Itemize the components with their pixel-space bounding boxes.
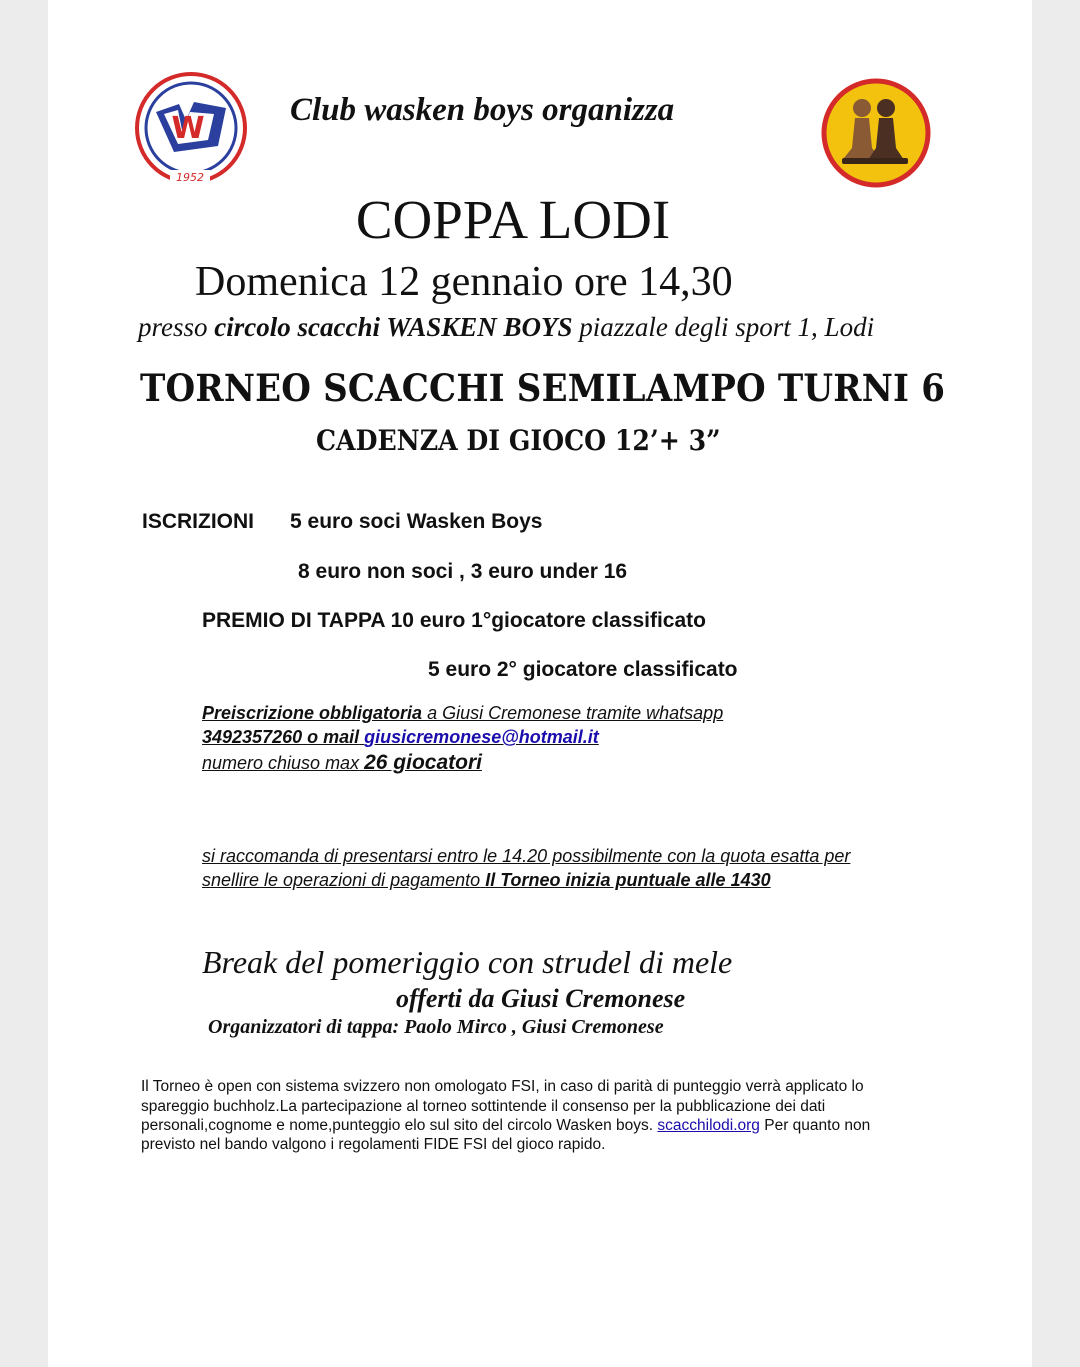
event-venue: presso circolo scacchi WASKEN BOYS piazzale degli sport 1, Lodi bbox=[138, 312, 875, 342]
footer-line-2: spareggio buchholz.La partecipazione al torneo sottintende il consenso per la pubblicazione dei dati bbox=[141, 1098, 826, 1115]
fees-label: ISCRIZIONI bbox=[142, 510, 255, 533]
footer-line-1: Il Torneo è open con sistema svizzero non omologato FSI, in caso di parità di punteggio verrà applicato lo bbox=[141, 1078, 864, 1095]
registration-line-2: 3492357260 o mail giusicremonese@hotmail.it bbox=[202, 727, 599, 747]
svg-text:W: W bbox=[171, 111, 205, 146]
email-link[interactable]: giusicremonese@hotmail.it bbox=[364, 727, 599, 747]
notice-line-2: snellire le operazioni di pagamento Il Torneo inizia puntuale alle 1430 bbox=[202, 870, 771, 890]
registration-line-3: numero chiuso max 26 giocatori bbox=[202, 751, 482, 774]
footer-line-3: personali,cognome e nome,punteggio elo sul sito del circolo Wasken boys. scacchilodi.org Per quanto non bbox=[141, 1117, 871, 1134]
notice-line-1: si raccomanda di presentarsi entro le 14.20 possibilmente con la quota esatta per bbox=[202, 846, 851, 866]
prize-first: PREMIO DI TAPPA 10 euro 1°giocatore classificato bbox=[202, 609, 706, 632]
prize-second: 5 euro 2° giocatore classificato bbox=[428, 658, 738, 681]
break-offered-by: offerti da Giusi Cremonese bbox=[396, 984, 686, 1013]
game-cadence: CADENZA DI GIOCO 12’+ 3” bbox=[316, 424, 721, 457]
fee-members: 5 euro soci Wasken Boys bbox=[290, 510, 543, 533]
fee-others: 8 euro non soci , 3 euro under 16 bbox=[298, 560, 628, 583]
tournament-title: TORNEO SCACCHI SEMILAMPO TURNI 6 bbox=[140, 366, 946, 410]
headline: Club wasken boys organizza bbox=[290, 92, 675, 128]
chess-pawns-logo-icon bbox=[820, 78, 932, 188]
wasken-boys-logo-icon bbox=[134, 72, 248, 188]
website-link[interactable]: scacchilodi.org bbox=[657, 1117, 760, 1134]
registration-line-1: Preiscrizione obbligatoria a Giusi Cremonese tramite whatsapp bbox=[202, 703, 724, 723]
footer-line-4: previsto nel bando valgono i regolamenti FIDE FSI del gioco rapido. bbox=[141, 1136, 606, 1153]
event-title: COPPA LODI bbox=[355, 189, 671, 250]
event-date: Domenica 12 gennaio ore 14,30 bbox=[195, 259, 733, 305]
svg-text:1952: 1952 bbox=[176, 171, 204, 184]
stage-organizers: Organizzatori di tappa: Paolo Mirco , Giusi Cremonese bbox=[208, 1016, 664, 1038]
break-line: Break del pomeriggio con strudel di mele bbox=[202, 944, 733, 980]
